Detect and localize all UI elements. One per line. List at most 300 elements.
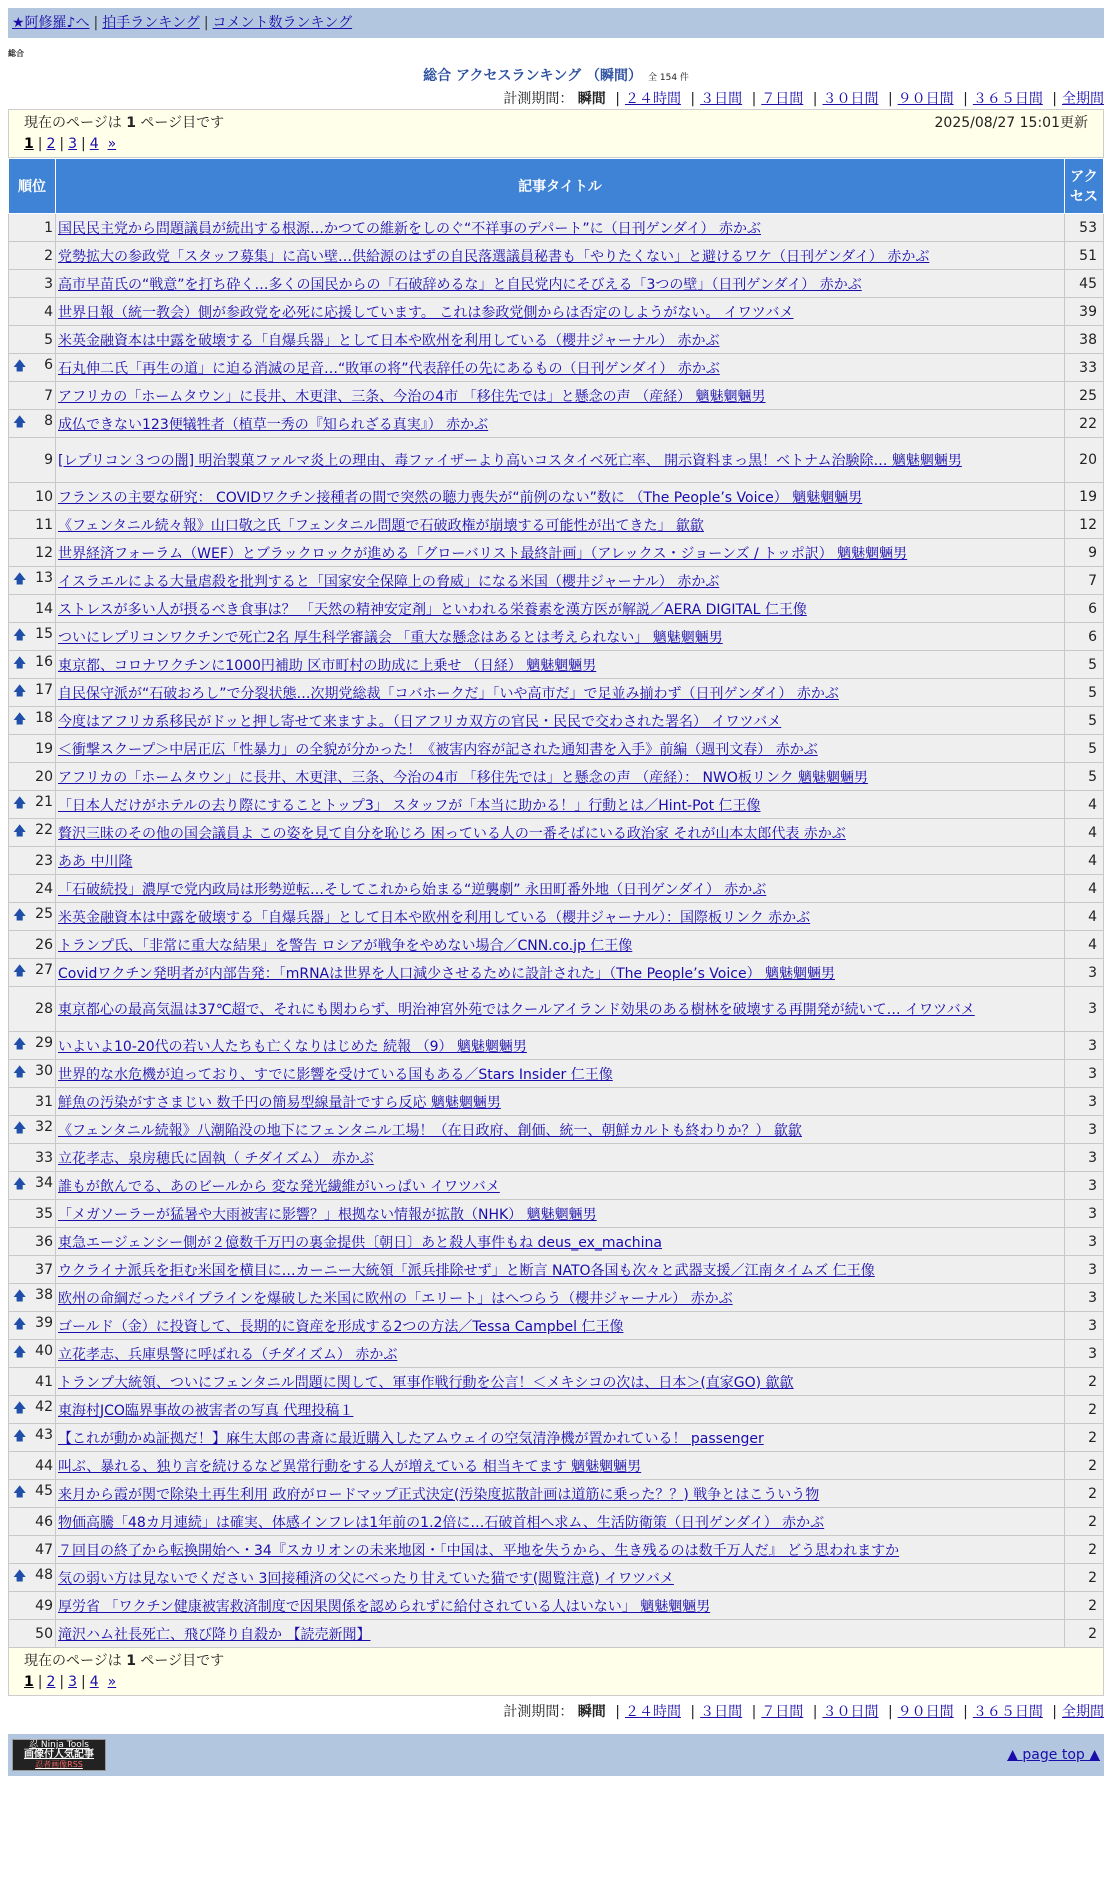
- article-link[interactable]: 《フェンタニル続々報》山口敬之氏「フェンタニル問題で石破政権が崩壊する可能性が出てきた」 歙歙: [58, 517, 704, 534]
- access-count: 3: [1065, 1228, 1104, 1256]
- article-link[interactable]: 自民保守派が“石破おろし”で分裂状態…次期党総裁「コバホークだ」「いや高市だ」で足並み揃わず（日刊ゲンダイ） 赤かぶ: [58, 685, 839, 702]
- rank-up-arrow-icon: 🡅: [13, 1428, 27, 1444]
- rank-cell: 47: [9, 1536, 56, 1564]
- rank-cell: 44: [9, 1452, 56, 1480]
- access-count: 6: [1065, 623, 1104, 651]
- article-link[interactable]: ＜衝撃スクープ＞中居正広「性暴力」の全貌が分かった！《被害内容が記された通知書を入手》前編（週刊文春） 赤かぶ: [58, 741, 818, 758]
- period-label: 計測期間：: [503, 91, 574, 107]
- article-link[interactable]: 立花孝志、泉房穂氏に固執（ チダイズム） 赤かぶ: [58, 1150, 374, 1167]
- ranking-body: [9, 214, 1104, 1648]
- access-count: 2: [1065, 1564, 1104, 1592]
- rank-cell: 41: [9, 1368, 56, 1396]
- period-24h[interactable]: ２４時間: [624, 1704, 681, 1720]
- table-row: [9, 298, 1104, 326]
- table-row: [9, 875, 1104, 903]
- rank-cell: 🡅 32: [9, 1116, 56, 1144]
- table-row: [9, 539, 1104, 567]
- article-link[interactable]: Covidワクチン発明者が内部告発：「mRNAは世界を人口減少させるために設計された」（The People’s Voice） 魑魅魍魎男: [58, 965, 836, 982]
- title-cell: [56, 1088, 1065, 1116]
- article-link[interactable]: トランプ大統領、ついにフェンタニル問題に関して、軍事作戦行動を公言！＜メキシコの次は、日本＞(直家GO) 歙歙: [58, 1374, 794, 1391]
- title-cell: [56, 763, 1065, 791]
- table-row: [9, 959, 1104, 987]
- rank-up-arrow-icon: 🡅: [13, 823, 27, 839]
- article-link[interactable]: ゴールド（金）に投資して、長期的に資産を形成する2つの方法／Tessa Campbel 仁王像: [58, 1318, 624, 1335]
- article-link[interactable]: イスラエルによる大量虐殺を批判すると「国家安全保障上の脅威」になる米国（櫻井ジャーナル） 赤かぶ: [58, 573, 720, 590]
- period-all[interactable]: 全期間: [1062, 91, 1104, 107]
- title-cell: [56, 1284, 1065, 1312]
- period-90d[interactable]: ９０日間: [897, 1704, 954, 1720]
- access-count: 51: [1065, 242, 1104, 270]
- title-cell: [56, 1256, 1065, 1284]
- access-count: 6: [1065, 595, 1104, 623]
- pager-bottom: 1 | 2 | 3 | 4 »: [24, 1674, 117, 1690]
- rank-up-arrow-icon: 🡅: [13, 1120, 27, 1136]
- access-count: 4: [1065, 819, 1104, 847]
- pager-page-current[interactable]: 1: [24, 136, 34, 152]
- rank-cell: 🡅 30: [9, 1060, 56, 1088]
- pager-page-current[interactable]: 1: [24, 1674, 34, 1690]
- title-cell: [56, 1032, 1065, 1060]
- article-link[interactable]: アフリカの「ホームタウン」に長井、木更津、三条、今治の4市 「移住先では」と懸念の声 （産経）： NWO板リンク 魑魅魍魎男: [58, 769, 869, 786]
- title-cell: [56, 903, 1065, 931]
- rank-cell: 10: [9, 483, 56, 511]
- rank-up-arrow-icon: 🡅: [13, 655, 27, 671]
- period-24h[interactable]: ２４時間: [624, 91, 681, 107]
- access-count: 2: [1065, 1620, 1104, 1648]
- table-row: [9, 382, 1104, 410]
- period-365d[interactable]: ３６５日間: [972, 91, 1043, 107]
- period-3d[interactable]: ３日間: [700, 1704, 743, 1720]
- rank-cell: 🡅 29: [9, 1032, 56, 1060]
- title-cell: [56, 1340, 1065, 1368]
- access-count: 25: [1065, 382, 1104, 410]
- article-link[interactable]: ストレスが多い人が摂るべき食事は？ 「天然の精神安定剤」といわれる栄養素を漢方医が解説／AERA DIGITAL 仁王像: [58, 601, 807, 618]
- rank-up-arrow-icon: 🡅: [13, 1176, 27, 1192]
- article-link[interactable]: 《フェンタニル続報》八潮陥没の地下にフェンタニル工場！（在日政府、創価、統一、朝鮮カルトも終わりか？） 歙歙: [58, 1122, 802, 1139]
- article-link[interactable]: 【これが動かぬ証拠だ！】麻生太郎の書斎に最近購入したアムウェイの空気清浄機が置かれている！ passenger: [58, 1430, 764, 1447]
- access-count: 5: [1065, 679, 1104, 707]
- total-count: 全 154 件: [648, 73, 689, 83]
- article-link[interactable]: ７回目の終了から転換開始へ・34『スカリオンの未来地図・「中国は、平地を失うから、生き残るのは数千万人だ』 どう思われますか: [58, 1542, 900, 1559]
- page-info-bottom: [8, 1648, 1104, 1696]
- rank-cell: 49: [9, 1592, 56, 1620]
- access-count: 4: [1065, 847, 1104, 875]
- access-count: 33: [1065, 354, 1104, 382]
- rank-cell: 🡅 34: [9, 1172, 56, 1200]
- access-count: 3: [1065, 1088, 1104, 1116]
- table-row: [9, 326, 1104, 354]
- access-count: 3: [1065, 1172, 1104, 1200]
- access-count: 2: [1065, 1368, 1104, 1396]
- rank-cell: 🡅 45: [9, 1480, 56, 1508]
- table-row: [9, 242, 1104, 270]
- table-row: [9, 1172, 1104, 1200]
- article-link[interactable]: 米英金融資本は中露を破壊する「自爆兵器」として日本や欧州を利用している（櫻井ジャーナル） 赤かぶ: [58, 332, 720, 349]
- access-count: 3: [1065, 987, 1104, 1032]
- rank-up-arrow-icon: 🡅: [13, 1568, 27, 1584]
- period-label: 計測期間：: [503, 1704, 574, 1720]
- table-row: [9, 214, 1104, 242]
- access-count: 20: [1065, 438, 1104, 483]
- rank-cell: 🡅 16: [9, 651, 56, 679]
- rank-cell: 🡅 27: [9, 959, 56, 987]
- rank-up-arrow-icon: 🡅: [13, 1064, 27, 1080]
- title-cell: [56, 242, 1065, 270]
- rank-up-arrow-icon: 🡅: [13, 907, 27, 923]
- access-count: 5: [1065, 707, 1104, 735]
- title-cell: [56, 1564, 1065, 1592]
- table-row: [9, 410, 1104, 438]
- title-cell: [56, 326, 1065, 354]
- home-link[interactable]: ★阿修羅♪へ: [12, 15, 90, 31]
- title-cell: [56, 1396, 1065, 1424]
- comment-ranking-link[interactable]: コメント数ランキング: [212, 15, 353, 31]
- article-link[interactable]: 東京都、コロナワクチンに1000円補助 区市町村の助成に上乗せ （日経） 魑魅魍魎男: [58, 657, 597, 674]
- table-row: [9, 1060, 1104, 1088]
- table-row: [9, 1424, 1104, 1452]
- access-count: 3: [1065, 1340, 1104, 1368]
- title-cell: [56, 679, 1065, 707]
- access-count: 45: [1065, 270, 1104, 298]
- access-count: 12: [1065, 511, 1104, 539]
- access-count: 3: [1065, 959, 1104, 987]
- title-cell: [56, 1452, 1065, 1480]
- rank-up-arrow-icon: 🡅: [13, 1316, 27, 1332]
- access-count: 2: [1065, 1536, 1104, 1564]
- title-cell: [56, 595, 1065, 623]
- title-cell: [56, 1228, 1065, 1256]
- title-cell: [56, 1200, 1065, 1228]
- rank-cell: 36: [9, 1228, 56, 1256]
- access-count: 5: [1065, 651, 1104, 679]
- table-row: [9, 1116, 1104, 1144]
- access-count: 3: [1065, 1284, 1104, 1312]
- article-link[interactable]: アフリカの「ホームタウン」に長井、木更津、三条、今治の4市 「移住先では」と懸念の声 （産経） 魑魅魍魎男: [58, 388, 766, 405]
- rank-cell: 🡅 25: [9, 903, 56, 931]
- title-cell: [56, 1592, 1065, 1620]
- table-row: [9, 1620, 1104, 1648]
- rank-cell: 33: [9, 1144, 56, 1172]
- rank-cell: 26: [9, 931, 56, 959]
- title-cell: [56, 931, 1065, 959]
- period-90d[interactable]: ９０日間: [897, 91, 954, 107]
- access-count: 4: [1065, 875, 1104, 903]
- rank-up-arrow-icon: 🡅: [13, 1484, 27, 1500]
- access-count: 3: [1065, 1200, 1104, 1228]
- pager-top: 1 | 2 | 3 | 4 »: [24, 136, 117, 152]
- access-count: 19: [1065, 483, 1104, 511]
- rank-cell: 🡅 13: [9, 567, 56, 595]
- pager-next[interactable]: »: [107, 1674, 117, 1690]
- period-30d[interactable]: ３０日間: [822, 91, 879, 107]
- period-current: 瞬間: [577, 1704, 606, 1720]
- pager-page-4[interactable]: 4: [89, 1674, 99, 1690]
- table-row: [9, 1312, 1104, 1340]
- access-count: 7: [1065, 567, 1104, 595]
- rank-cell: 🡅 22: [9, 819, 56, 847]
- table-row: [9, 903, 1104, 931]
- access-count: 2: [1065, 1508, 1104, 1536]
- rank-cell: 9: [9, 438, 56, 483]
- rank-up-arrow-icon: 🡅: [13, 795, 27, 811]
- table-row: [9, 1480, 1104, 1508]
- article-link[interactable]: 欧州の命綱だったパイプラインを爆破した米国に欧州の「エリート」はへつらう（櫻井ジャーナル） 赤かぶ: [58, 1290, 733, 1307]
- title-cell: [56, 875, 1065, 903]
- access-count: 3: [1065, 1312, 1104, 1340]
- rank-cell: 🡅 40: [9, 1340, 56, 1368]
- period-7d[interactable]: ７日間: [761, 1704, 804, 1720]
- article-link[interactable]: 世界的な水危機が迫っており、すでに影響を受けている国もある／Stars Insider 仁王像: [58, 1066, 613, 1083]
- article-link[interactable]: 物価高騰「48カ月連続」は確実、体感インフレは1年前の1.2倍に…石破首相へ求ム、生活防衛策（日刊ゲンダイ） 赤かぶ: [58, 1514, 825, 1531]
- page-status-bottom: 現在のページは 1 ページ目です: [24, 1653, 225, 1669]
- article-link[interactable]: 成仏できない123便犠牲者（植草一秀の『知られざる真実』） 赤かぶ: [58, 416, 489, 433]
- access-count: 3: [1065, 1060, 1104, 1088]
- rank-cell: 28: [9, 987, 56, 1032]
- table-row: [9, 931, 1104, 959]
- rank-cell: 23: [9, 847, 56, 875]
- category-label: 総合: [8, 49, 24, 58]
- rank-cell: 🡅 42: [9, 1396, 56, 1424]
- rank-cell: 35: [9, 1200, 56, 1228]
- rank-up-arrow-icon: 🡅: [13, 711, 27, 727]
- title-cell: [56, 651, 1065, 679]
- article-link[interactable]: 滝沢ハム社長死亡、飛び降り自殺か 【読売新聞】: [58, 1626, 371, 1643]
- article-link[interactable]: 石丸伸二氏「再生の道」に迫る消滅の足音…“敗軍の将”代表辞任の先にあるもの（日刊ゲンダイ） 赤かぶ: [58, 360, 720, 377]
- title-cell: [56, 735, 1065, 763]
- table-row: [9, 847, 1104, 875]
- table-row: [9, 511, 1104, 539]
- rank-cell: 🡅 43: [9, 1424, 56, 1452]
- table-row: [9, 763, 1104, 791]
- pager-page-2[interactable]: 2: [46, 1674, 56, 1690]
- title-cell: [56, 1368, 1065, 1396]
- rank-up-arrow-icon: 🡅: [13, 1344, 27, 1360]
- table-row: [9, 735, 1104, 763]
- pager-next[interactable]: »: [107, 136, 117, 152]
- article-link[interactable]: トランプ氏、「非常に重大な結果」を警告 ロシアが戦争をやめない場合／CNN.co.jp 仁王像: [58, 937, 633, 954]
- rank-up-arrow-icon: 🡅: [13, 358, 27, 374]
- article-link[interactable]: 「メガソーラーが猛暑や大雨被害に影響？」根拠ない情報が拡散（NHK） 魑魅魍魎男: [58, 1206, 597, 1223]
- article-link[interactable]: 党勢拡大の参政党「スタッフ募集」に高い壁…供給源のはずの自民落選議員秘書も「やりたくない」と避けるワケ（日刊ゲンダイ） 赤かぶ: [58, 248, 930, 265]
- table-row: [9, 1592, 1104, 1620]
- article-link[interactable]: ああ 中川隆: [58, 853, 133, 870]
- table-row: [9, 1564, 1104, 1592]
- article-link[interactable]: 鮮魚の汚染がすさまじい 数千円の簡易型線量計ですら反応 魑魅魍魎男: [58, 1094, 501, 1111]
- article-link[interactable]: [レプリコン３つの闇] 明治製菓ファルマ炎上の理由、毒ファイザーより高いコスタイベ死亡率、 開示資料まっ黒！ベトナム治験除… 魑魅魍魎男: [58, 453, 962, 469]
- col-access-header: アクセス: [1065, 159, 1104, 214]
- title-cell: [56, 1424, 1065, 1452]
- ninja-rss-logo[interactable]: 忍 Ninja Tools 画像付人気記事 忍者画像RSS: [12, 1739, 106, 1771]
- clap-ranking-link[interactable]: 拍手ランキング: [102, 15, 200, 31]
- title-cell: [56, 1508, 1065, 1536]
- col-title-header: 記事タイトル: [56, 159, 1065, 214]
- table-row: [9, 354, 1104, 382]
- rank-cell: 🡅 17: [9, 679, 56, 707]
- article-link[interactable]: 気の弱い方は見ないでください 3回接種済の父にべったり甘えていた猫です(閲覧注意) イワツバメ: [58, 1570, 674, 1587]
- article-link[interactable]: フランスの主要な研究： COVIDワクチン接種者の間で突然の聴力喪失が“前例のない”数に （The People’s Voice） 魑魅魍魎男: [58, 489, 863, 506]
- rank-up-arrow-icon: 🡅: [13, 963, 27, 979]
- table-row: [9, 791, 1104, 819]
- rank-cell: 🡅 15: [9, 623, 56, 651]
- access-count: 3: [1065, 1144, 1104, 1172]
- title-cell: [56, 382, 1065, 410]
- article-link[interactable]: 来月から霞が関で除染土再生利用 政府がロードマップ正式決定(汚染度拡散計画は道筋に乗った？？) 戦争とはこういう物: [58, 1486, 820, 1503]
- table-row: [9, 1144, 1104, 1172]
- ranking-table: [8, 158, 1104, 1648]
- title-cell: [56, 1116, 1065, 1144]
- access-count: 2: [1065, 1592, 1104, 1620]
- rank-cell: 7: [9, 382, 56, 410]
- rank-cell: 🡅 18: [9, 707, 56, 735]
- page-top-link[interactable]: ▲ page top ▲: [1007, 1747, 1100, 1763]
- rank-cell: 37: [9, 1256, 56, 1284]
- rank-cell: 50: [9, 1620, 56, 1648]
- table-row: [9, 1284, 1104, 1312]
- access-count: 38: [1065, 326, 1104, 354]
- period-365d[interactable]: ３６５日間: [972, 1704, 1043, 1720]
- rank-cell: 4: [9, 298, 56, 326]
- access-count: 2: [1065, 1452, 1104, 1480]
- article-link[interactable]: 東京都心の最高気温は37℃超で、それにも関わらず、明治神宮外苑ではクールアイランド効果のある樹林を破壊する再開発が続いて… イワツバメ: [58, 1002, 975, 1018]
- article-link[interactable]: 立花孝志、兵庫県警に呼ばれる（チダイズム） 赤かぶ: [58, 1346, 398, 1363]
- title-cell: [56, 567, 1065, 595]
- period-3d[interactable]: ３日間: [700, 91, 743, 107]
- rank-cell: 🡅 48: [9, 1564, 56, 1592]
- table-row: [9, 483, 1104, 511]
- article-link[interactable]: 「日本人だけがホテルの去り際にすることトップ3」 スタッフが「本当に助かる！」行動とは／Hint-Pot 仁王像: [58, 797, 761, 814]
- rank-cell: 🡅 6: [9, 354, 56, 382]
- access-count: 4: [1065, 791, 1104, 819]
- rank-cell: 1: [9, 214, 56, 242]
- title-cell: [56, 623, 1065, 651]
- table-row: [9, 1368, 1104, 1396]
- article-link[interactable]: 誰もが飲んでる、あのビールから 変な発光繊維がいっぱい イワツバメ: [58, 1178, 500, 1195]
- title-cell: [56, 1172, 1065, 1200]
- article-link[interactable]: 叫ぶ、暴れる、独り言を続けるなど異常行動をする人が増えている 相当キてます 魑魅魍魎男: [58, 1458, 642, 1475]
- table-row: [9, 567, 1104, 595]
- access-count: 3: [1065, 1256, 1104, 1284]
- title-cell: [56, 298, 1065, 326]
- page-title-line: [8, 65, 1104, 85]
- table-row: [9, 1200, 1104, 1228]
- page-title: 総合 アクセスランキング （瞬間）: [423, 68, 642, 84]
- title-cell: [56, 270, 1065, 298]
- title-cell: [56, 1312, 1065, 1340]
- table-row: [9, 1228, 1104, 1256]
- article-link[interactable]: 今度はアフリカ系移民がドッと押し寄せて来ますよ。（日アフリカ双方の官民・民民で交わされた署名） イワツバメ: [58, 713, 782, 730]
- col-rank-header: 順位: [9, 159, 56, 214]
- table-row: [9, 1536, 1104, 1564]
- page-status: 現在のページは 1 ページ目です: [24, 115, 225, 131]
- article-link[interactable]: ついにレプリコンワクチンで死亡2名 厚生科学審議会 「重大な懸念はあるとは考えられない」 魑魅魍魎男: [58, 629, 723, 646]
- access-count: 5: [1065, 763, 1104, 791]
- pager-page-3[interactable]: 3: [68, 1674, 78, 1690]
- pager-page-2[interactable]: 2: [46, 136, 56, 152]
- period-selector-top: 計測期間： 瞬間 | ２４時間 | ３日間 | ７日間 | ３０日間 | ９０日間 | ３６５日間 | 全期間: [503, 91, 1104, 107]
- rank-cell: 🡅 21: [9, 791, 56, 819]
- table-row: [9, 1452, 1104, 1480]
- rank-cell: 24: [9, 875, 56, 903]
- title-cell: [56, 1480, 1065, 1508]
- rank-cell: 5: [9, 326, 56, 354]
- article-link[interactable]: 世界経済フォーラム（WEF）とブラックロックが進める「グローバリスト最終計画」（アレックス・ジョーンズ / トッポ訳） 魑魅魍魎男: [58, 545, 908, 562]
- rank-up-arrow-icon: 🡅: [13, 414, 27, 430]
- article-link[interactable]: 国民民主党から問題議員が続出する根源…かつての維新をしのぐ“不祥事のデパート”に（日刊ゲンダイ） 赤かぶ: [58, 220, 761, 237]
- table-row: [9, 1088, 1104, 1116]
- access-count: 5: [1065, 735, 1104, 763]
- pager-page-3[interactable]: 3: [68, 136, 78, 152]
- rank-up-arrow-icon: 🡅: [13, 627, 27, 643]
- table-row: [9, 1256, 1104, 1284]
- title-cell: [56, 214, 1065, 242]
- access-count: 39: [1065, 298, 1104, 326]
- table-row: [9, 987, 1104, 1032]
- title-cell: [56, 1620, 1065, 1648]
- title-cell: [56, 707, 1065, 735]
- rank-cell: 🡅 39: [9, 1312, 56, 1340]
- rank-cell: 14: [9, 595, 56, 623]
- rank-cell: 31: [9, 1088, 56, 1116]
- table-row: [9, 1340, 1104, 1368]
- table-row: [9, 819, 1104, 847]
- rank-cell: 🡅 38: [9, 1284, 56, 1312]
- title-cell: [56, 483, 1065, 511]
- pager-page-4[interactable]: 4: [89, 136, 99, 152]
- title-cell: [56, 410, 1065, 438]
- period-7d[interactable]: ７日間: [761, 91, 804, 107]
- table-row: [9, 595, 1104, 623]
- article-link[interactable]: 「石破続投」濃厚で党内政局は形勢逆転…そしてこれから始まる“逆襲劇” 永田町番外地（日刊ゲンダイ） 赤かぶ: [58, 881, 767, 898]
- table-row: [9, 438, 1104, 483]
- table-row: [9, 270, 1104, 298]
- rank-cell: 12: [9, 539, 56, 567]
- rank-up-arrow-icon: 🡅: [13, 1400, 27, 1416]
- rank-cell: 46: [9, 1508, 56, 1536]
- access-count: 3: [1065, 1116, 1104, 1144]
- footer-bar: [8, 1734, 1104, 1776]
- article-link[interactable]: いよいよ10-20代の若い人たちも亡くなりはじめた 続報 （9） 魑魅魍魎男: [58, 1038, 527, 1055]
- top-nav: ★阿修羅♪へ | 拍手ランキング | コメント数ランキング: [8, 8, 1104, 38]
- rank-cell: 20: [9, 763, 56, 791]
- title-cell: [56, 539, 1065, 567]
- access-count: 2: [1065, 1480, 1104, 1508]
- title-cell: [56, 847, 1065, 875]
- rank-cell: 3: [9, 270, 56, 298]
- article-link[interactable]: 世界日報（統一教会）側が参政党を必死に応援しています。 これは参政党側からは否定のしようがない。 イワツバメ: [58, 304, 794, 321]
- table-row: [9, 1032, 1104, 1060]
- period-current: 瞬間: [577, 91, 606, 107]
- period-30d[interactable]: ３０日間: [822, 1704, 879, 1720]
- access-count: 22: [1065, 410, 1104, 438]
- rank-cell: 19: [9, 735, 56, 763]
- article-link[interactable]: ウクライナ派兵を拒む米国を横目に…カーニー大統領「派兵排除せず」と断言 NATO各国も次々と武器支援／江南タイムズ 仁王像: [58, 1262, 875, 1279]
- article-link[interactable]: 贅沢三昧のその他の国会議員よ この姿を見て自分を恥じろ 困っている人の一番そばにいる政治家 それが山本太郎代表 赤かぶ: [58, 825, 846, 842]
- updated-time: 2025/08/27 15:01更新: [934, 115, 1088, 131]
- article-link[interactable]: 東急エージェンシー側が２億数千万円の裏金提供〔朝日〕あと殺人事件もね deus_ex_machina: [58, 1234, 662, 1251]
- page-info-top: [8, 109, 1104, 158]
- title-cell: [56, 791, 1065, 819]
- article-link[interactable]: 厚労省 「ワクチン健康被害救済制度で因果関係を認められずに給付されている人はいない」 魑魅魍魎男: [58, 1598, 711, 1615]
- period-all[interactable]: 全期間: [1062, 1704, 1104, 1720]
- article-link[interactable]: 東海村JCO臨界事故の被害者の写真 代理投稿１: [58, 1402, 354, 1419]
- title-cell: [56, 987, 1065, 1032]
- article-link[interactable]: 米英金融資本は中露を破壊する「自爆兵器」として日本や欧州を利用している（櫻井ジャーナル）：国際板リンク 赤かぶ: [58, 909, 811, 926]
- title-cell: [56, 959, 1065, 987]
- access-count: 4: [1065, 903, 1104, 931]
- table-row: [9, 1508, 1104, 1536]
- table-row: [9, 651, 1104, 679]
- article-link[interactable]: 高市早苗氏の“戦意”を打ち砕く…多くの国民からの「石破辞めるな」と自民党内にそびえる「3つの壁」（日刊ゲンダイ） 赤かぶ: [58, 276, 862, 293]
